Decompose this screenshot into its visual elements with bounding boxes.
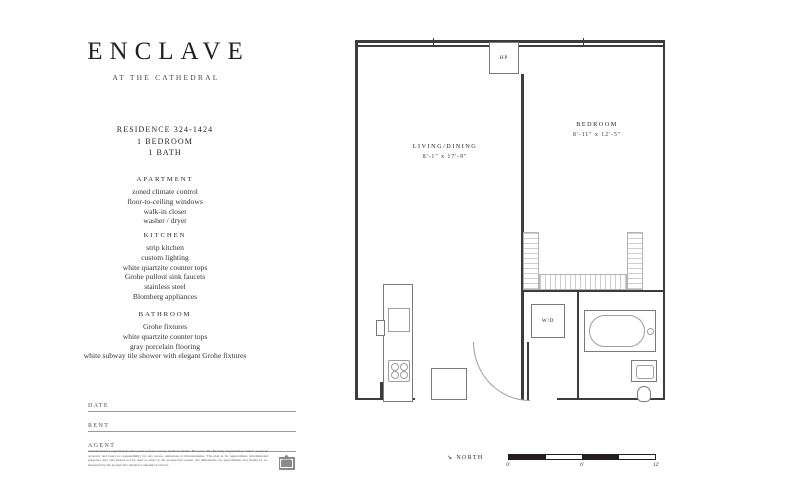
spec-list-bathroom [0,322,330,361]
list-item: zoned climate control [132,187,198,196]
scale-tick-1: 6' [580,462,584,468]
range-burner-icon [391,371,399,379]
scale-tick-0: 0' [506,462,510,468]
room-dimensions: 8'-1" x 17'-9" [422,154,468,160]
kitchen-upper-cabinet-icon [388,308,410,332]
scale-segment [509,455,546,459]
room-name: BEDROOM [576,121,618,128]
entry-door-swing-icon [473,342,530,401]
wall-bedroom-partition [521,74,524,254]
list-item: custom lighting [141,252,189,262]
range-burner-icon [391,363,399,371]
form-label-agent: AGENT [88,442,116,449]
spec-group-bathroom [0,311,330,361]
list-item: walk-in closet [143,206,187,216]
residence-bedrooms: 1 BEDROOM [137,136,193,146]
house-icon [279,457,295,470]
spec-list-kitchen [0,243,330,302]
form-label-date: DATE [88,402,109,409]
residence-number: RESIDENCE 324-1424 [116,125,214,134]
residence-info [0,124,330,159]
scale-segment [546,455,583,459]
north-label: NORTH [456,455,484,461]
wall-bath-top [523,290,663,292]
list-item: Grohe fixtures [142,322,188,331]
wall-left [355,40,358,400]
scale-bar [508,454,656,460]
form-row-date[interactable] [88,392,296,412]
toilet-icon [637,386,651,402]
washer-dryer-box [531,304,565,338]
list-item: white quartzite counter tops [122,331,208,341]
bathtub-drain-icon [647,328,654,335]
room-name: LIVING/DINING [412,143,478,150]
list-item: white quartzite counter tops [122,262,208,272]
brand-name: ENCLAVE [87,38,250,65]
room-dimensions: 8'-11" x 12'-5" [572,132,622,138]
north-indicator: ↘ NORTH [447,455,484,461]
spec-list-apartment [0,187,330,226]
form-label-rent: RENT [88,422,110,429]
list-item: Blomberg appliances [132,291,198,301]
kitchen-sink-icon [376,320,385,336]
floor-plan-drawing [355,22,665,432]
info-panel [0,0,330,500]
room-label-living-dining [385,142,505,162]
list-item: stainless steel [144,282,186,292]
residence-baths: 1 BATH [148,148,182,157]
spec-group-apartment [0,176,330,226]
form-fields [88,392,296,452]
scale-segment [619,455,655,459]
list-item: floor-to-ceiling windows [127,196,203,206]
entry-door-panel [527,342,529,400]
equal-housing-opportunity-icon [277,457,296,470]
form-row-rent[interactable] [88,412,296,432]
spec-title-kitchen: KITCHEN [143,232,187,239]
wall-right [663,40,666,400]
spec-title-bathroom: BATHROOM [138,311,192,318]
spec-title-apartment: APARTMENT [136,176,194,183]
list-item: washer / dryer [143,216,187,226]
disclaimer-text: All information regarding the floor plan is from sources deemed reliable. However, The Brodsky Organization cannot assure its accuracy and bears no responsibility for any errors, omissions or misstatements. The plan is for approximate informational purposes only and should not be used as such by the prospective tenant. All dimensions are approximate and should be re-measured by the prospective tenant for absolute accuracy. [88,449,268,467]
list-item: Grohe pullout sink faucets [124,272,206,282]
window-mullion [433,38,434,47]
wall-bath-vertical [577,290,579,400]
range-burner-icon [400,371,408,379]
heat-pump-label: HP [499,55,509,61]
sink-basin-icon [636,365,654,379]
range-burner-icon [400,363,408,371]
entry-closet [431,368,467,400]
brand-block [0,38,330,82]
kitchen-counter [383,284,413,402]
closet-bedroom-top [539,274,627,290]
scale-tick-2: 12' [652,462,660,468]
closet-left [523,232,539,290]
list-item: white subway tile shower with elegant Grohe fixtures [83,351,247,361]
washer-dryer-label: W/D [541,318,555,324]
room-label-bedroom [537,120,657,140]
closet-right [627,232,643,290]
bathtub-basin-icon [589,315,645,347]
window-mullion [583,38,584,47]
list-item: strip kitchen [146,243,184,252]
spec-group-kitchen [0,232,330,302]
brand-subtitle: AT THE CATHEDRAL [112,73,220,82]
scale-ticks [500,462,665,472]
scale-segment [583,455,620,459]
list-item: gray porcelain flooring [129,341,200,351]
heat-pump-box [489,42,519,74]
